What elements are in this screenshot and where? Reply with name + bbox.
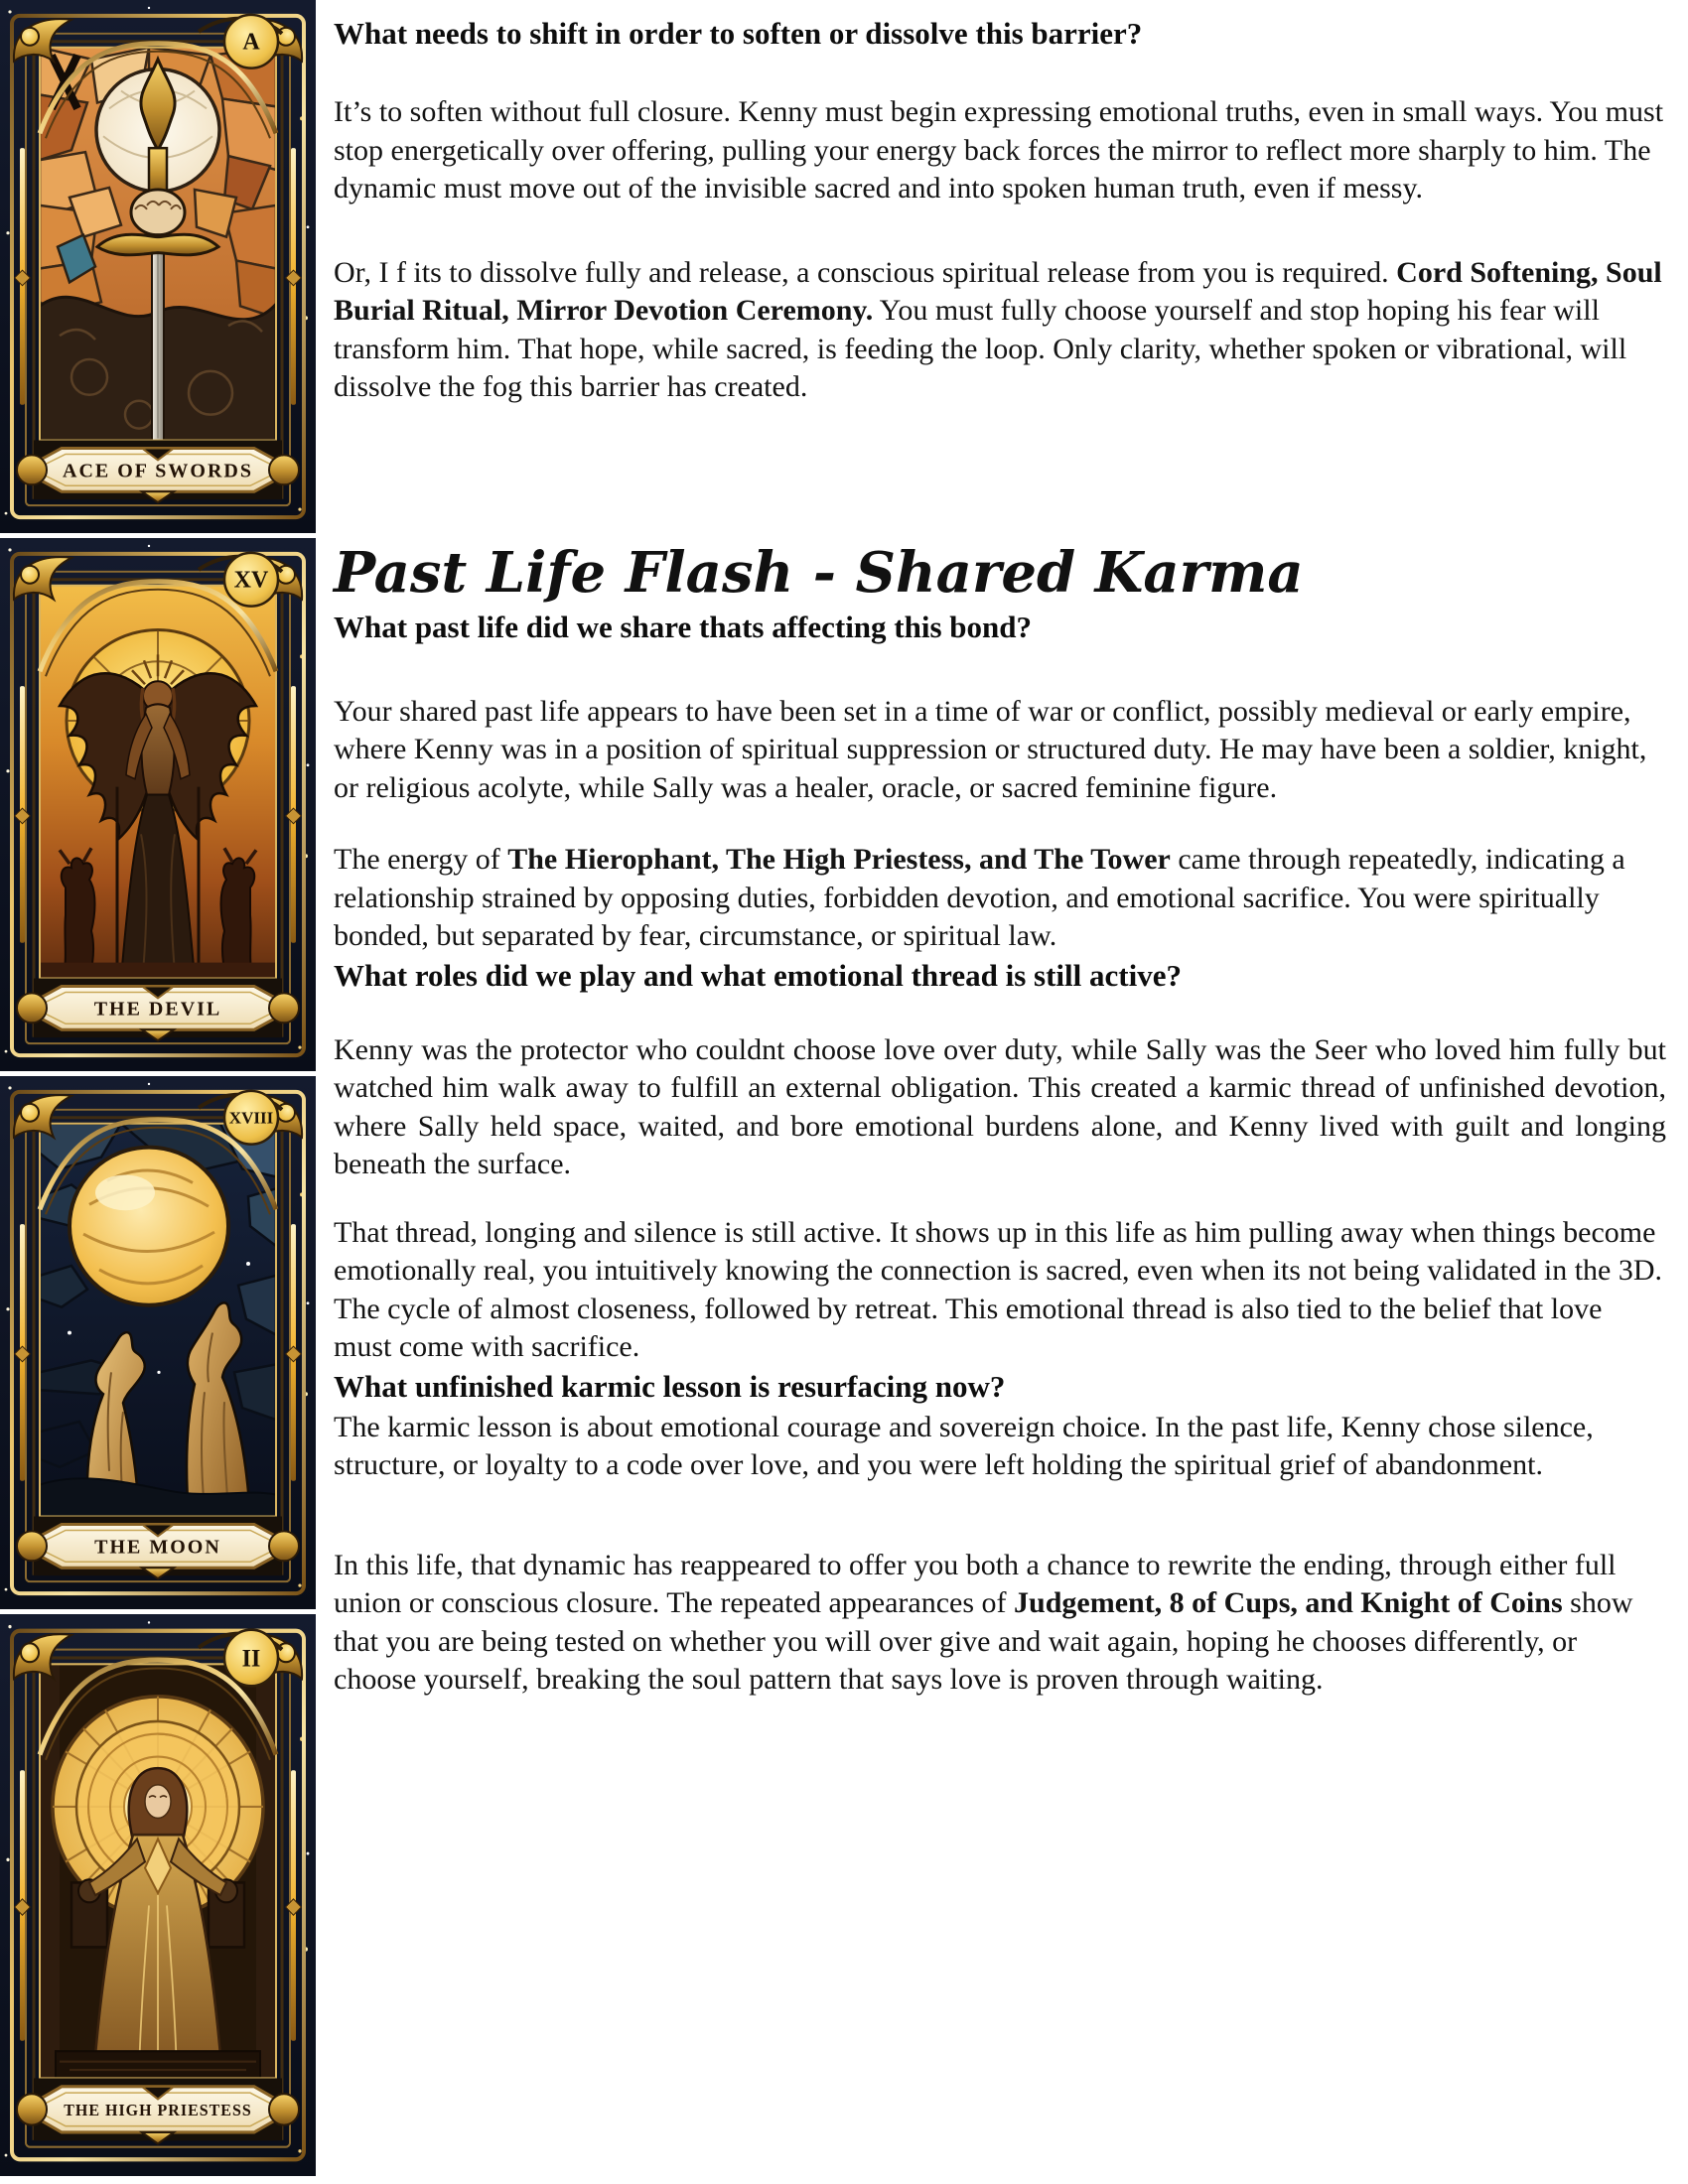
card-title-banner: THE HIGH PRIESTESS <box>64 2100 252 2120</box>
question-heading-barrier: What needs to shift in order to soften or dissolve this barrier? <box>334 16 1143 51</box>
answer-paragraph: In this life, that dynamic has reappeared to offer you both a chance to rewrite the ending, through either full union or conscious closure. The repeated appearances of Judgement, 8 of Cups, and Knight of Coins show that you are being tested on whether you will over give and wait again, hoping he chooses differently, or choose yourself, breaking the soul pattern that says love is proven through waiting. <box>334 1548 1633 1696</box>
card-numeral-badge: XVIII <box>228 1108 274 1128</box>
ace-of-swords-card-art <box>0 0 316 533</box>
tarot-card-column <box>0 0 316 2184</box>
card-title-banner: ACE OF SWORDS <box>63 460 253 482</box>
card-numeral-badge: XV <box>233 567 269 594</box>
question-heading-karmic-lesson: What unfinished karmic lesson is resurfacing now? <box>334 1368 1006 1404</box>
question-heading-roles: What roles did we play and what emotional thread is still active? <box>334 957 1182 993</box>
answer-paragraph: It’s to soften without full closure. Kenny must begin expressing emotional truths, even in small ways. You must stop energetically over offering, pulling your energy back forces the mirror to reflect more sharply to him. The dynamic must move out of the invisible sacred and into spoken human truth, even if messy. <box>334 95 1664 205</box>
tarot-card-ace-of-swords <box>0 0 316 533</box>
section-script-heading: Past Life Flash - Shared Karma <box>334 539 1304 606</box>
answer-paragraph: Your shared past life appears to have been set in a time of war or conflict, possibly medieval or early empire, where Kenny was in a position of spiritual suppression or structured duty. He may have been a soldier, knight, or religious acolyte, while Sally was a healer, oracle, or sacred feminine figure. <box>334 694 1647 804</box>
moon-card-art <box>0 1076 316 1609</box>
high-priestess-card-art <box>0 1614 316 2176</box>
question-heading-past-life: What past life did we share thats affecting this bond? <box>334 609 1033 644</box>
card-numeral-badge: A <box>242 29 260 56</box>
devil-card-art <box>0 538 316 1071</box>
tarot-card-the-high-priestess <box>0 1614 316 2176</box>
tarot-card-the-devil <box>0 538 316 1071</box>
card-title-banner: THE DEVIL <box>93 998 222 1021</box>
answer-paragraph: The energy of The Hierophant, The High Priestess, and The Tower came through repeatedly, indicating a relationship strained by opposing duties, forbidden devotion, and emotional sacrifice. You were spiritually bonded, but separated by fear, circumstance, or spiritual law. <box>334 843 1625 952</box>
card-title-banner: THE MOON <box>94 1536 221 1559</box>
reading-text-column <box>334 0 1666 1700</box>
answer-paragraph: Or, I f its to dissolve fully and release, a conscious spiritual release from you is required. Cord Softening, Soul Burial Ritual, Mirror Devotion Ceremony. You must fully choose yourself and stop hoping his fear will transform him. That hope, while sacred, is feeding the loop. Only clarity, whether spoken or vibrational, will dissolve the fog this barrier has created. <box>334 255 1662 403</box>
answer-paragraph: The karmic lesson is about emotional courage and sovereign choice. In the past life, Kenny chose silence, structure, or loyalty to a code over love, and you were left holding the spiritual grief of abandonment. <box>334 1410 1594 1481</box>
answer-paragraph: Kenny was the protector who couldnt choose love over duty, while Sally was the Seer who loved him fully but watched him walk away to fulfill an external obligation. This created a karmic thread of unfinished devotion, where Sally held space, waited, and bore emotional burdens alone, and Kenny lived with guilt and longing beneath the surface. <box>334 1032 1666 1180</box>
card-numeral-badge: II <box>241 1644 261 1673</box>
tarot-card-the-moon <box>0 1076 316 1609</box>
answer-paragraph: That thread, longing and silence is still active. It shows up in this life as him pulling away when things become emotionally real, you intuitively knowing the connection is sacred, even when its not being validated in the 3D. The cycle of almost closeness, followed by retreat. This emotional thread is also tied to the belief that love must come with sacrifice. <box>334 1215 1663 1363</box>
